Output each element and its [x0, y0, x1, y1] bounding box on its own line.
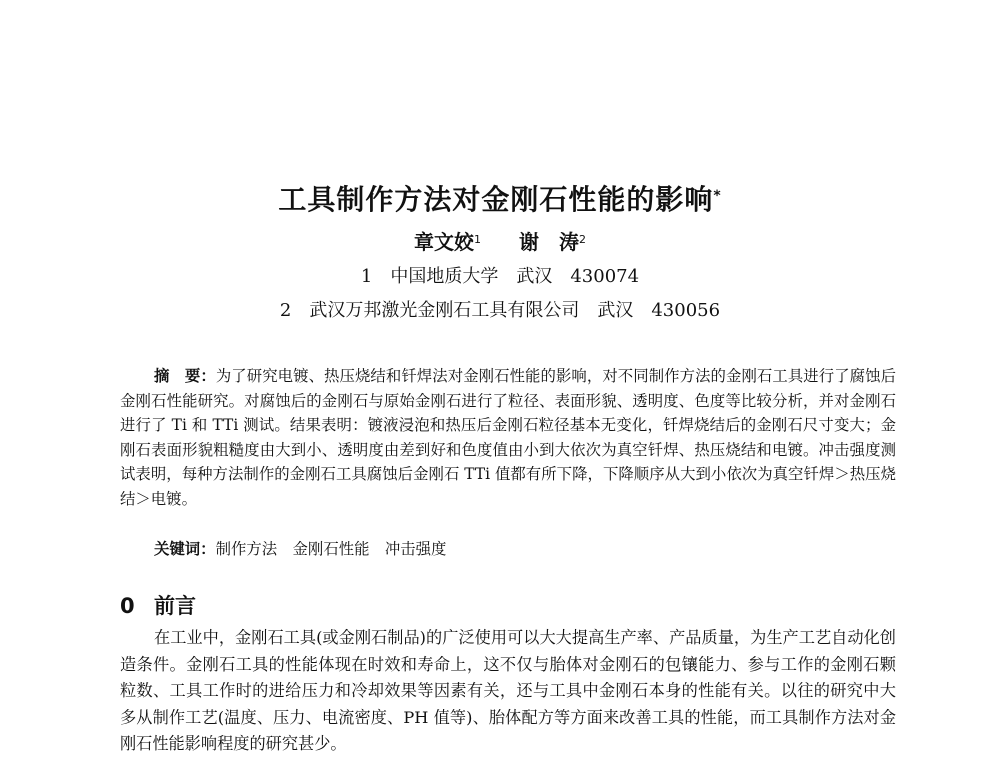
- intro-paragraph: 在工业中，金刚石工具(或金刚石制品)的广泛使用可以大大提高生产率、产品质量，为生产工艺自动化创造条件。金刚石工具的性能体现在时效和寿命上，这不仅与胎体对金刚石的包镶能力、参与工作的金刚石颗粒数、工具工作时的进给压力和冷却效果等因素有关，还与工具中金刚石本身的性能有关。以往的研究中大多从制作工艺(温度、压力、电流密度、PH 值等)、胎体配方等方面来改善工具的性能，而工具制作方法对金刚石性能影响程度的研究甚少。: [120, 628, 896, 753]
- section-heading: [120, 592, 196, 620]
- section-title: 前言: [154, 594, 196, 618]
- affiliation-1: 1 中国地质大学 武汉 430074: [360, 266, 640, 287]
- abstract: [120, 364, 896, 511]
- abstract-body: 为了研究电镀、热压烧结和钎焊法对金刚石性能的影响，对不同制作方法的金刚石工具进行了腐蚀后金刚石性能研究。对腐蚀后的金刚石与原始金刚石进行了粒径、表面形貌、透明度、色度等比较分析，并对金刚石进行了 Ti 和 TTi 测试。结果表明：镀液浸泡和热压后金刚石粒径基本无变化，钎焊烧结后的金刚石尺寸变大；金刚石表面形貌粗糙度由大到小、透明度由差到好和色度值由小到大依次为真空钎焊、热压烧结和电镀。冲击强度测试表明，每种方法制作的金刚石工具腐蚀后金刚石 TTi 值都有所下降，下降顺序从大到小依次为真空钎焊＞热压烧结＞电镀。: [120, 367, 896, 508]
- keywords-body: 制作方法 金刚石性能 冲击强度: [215, 540, 447, 558]
- author-affil-mark: 1: [474, 233, 482, 246]
- author-affil-mark: 2: [578, 233, 586, 246]
- section-number: 0: [120, 594, 135, 618]
- abstract-label: 摘 要：: [154, 367, 216, 385]
- author-name: 章文姣: [414, 230, 475, 254]
- author-name: 谢 涛: [518, 230, 579, 254]
- author-list: [0, 228, 1000, 256]
- keywords: [154, 537, 446, 561]
- affiliation-2: 2 武汉万邦激光金刚石工具有限公司 武汉 430056: [279, 300, 721, 321]
- title-text: 工具制作方法对金刚石性能的影响: [278, 183, 714, 216]
- title-footnote-mark: *: [713, 188, 722, 204]
- keywords-label: 关键词：: [154, 540, 216, 558]
- paper-title: [0, 182, 1000, 218]
